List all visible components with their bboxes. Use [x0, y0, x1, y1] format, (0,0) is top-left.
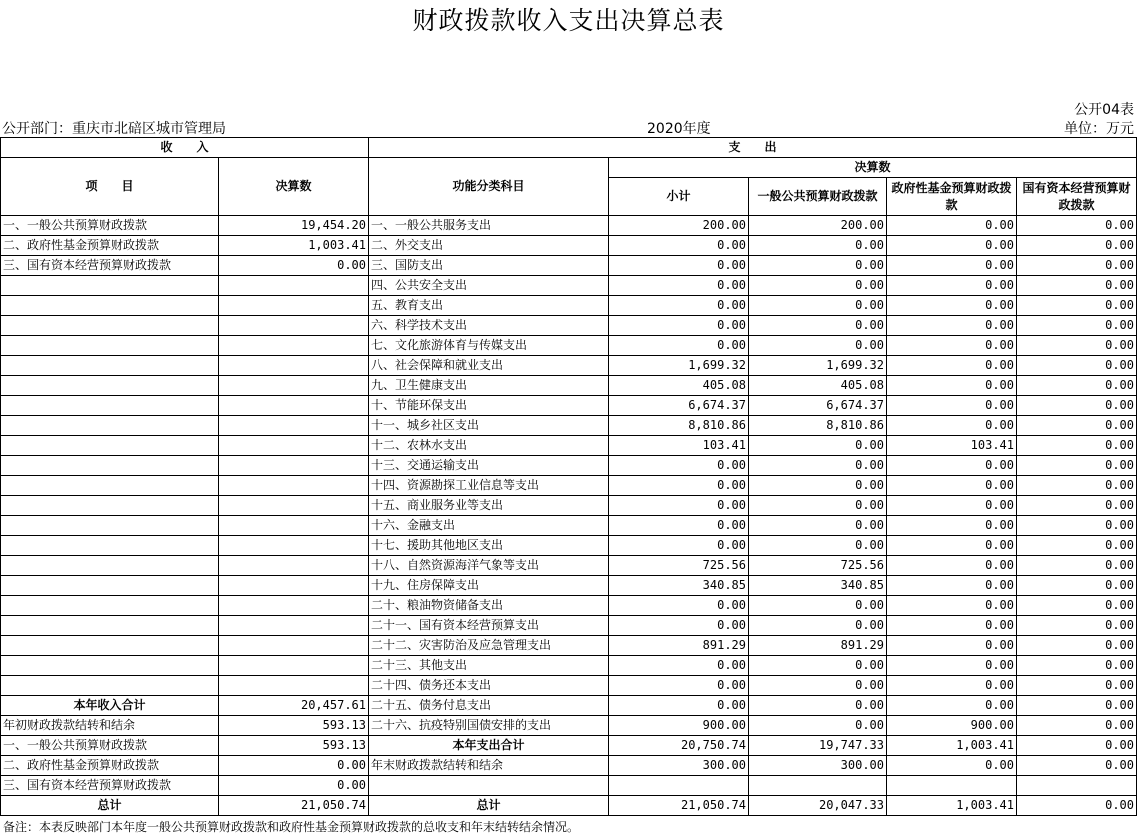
expense-item: 年末财政拨款结转和结余: [369, 756, 609, 776]
general-budget-value: 19,747.33: [749, 736, 887, 756]
subtotal-value: 0.00: [609, 696, 749, 716]
expense-item: 二十六、抗疫特别国债安排的支出: [369, 716, 609, 736]
income-amount: 1,003.41: [219, 236, 369, 256]
income-amount: 20,457.61: [219, 696, 369, 716]
general-budget-value: 0.00: [749, 476, 887, 496]
general-budget-value: 0.00: [749, 436, 887, 456]
gov-fund-value: [887, 776, 1017, 796]
table-row: [1, 676, 1137, 696]
state-capital-value: 0.00: [1017, 336, 1137, 356]
table-row: [1, 536, 1137, 556]
state-capital-value: 0.00: [1017, 556, 1137, 576]
income-item: 年初财政拨款结转和结余: [1, 716, 219, 736]
expense-item: 二十三、其他支出: [369, 656, 609, 676]
department-label: 公开部门：重庆市北碚区城市管理局: [2, 121, 226, 137]
expense-item: 十、节能环保支出: [369, 396, 609, 416]
table-row: [1, 716, 1137, 736]
income-amount: 593.13: [219, 716, 369, 736]
gov-fund-header: 政府性基金预算财政拨款: [887, 178, 1017, 216]
budget-table: [0, 137, 1137, 816]
subtotal-value: 8,810.86: [609, 416, 749, 436]
income-amount: [219, 336, 369, 356]
general-budget-value: 200.00: [749, 216, 887, 236]
income-amount: [219, 356, 369, 376]
gov-fund-value: 0.00: [887, 596, 1017, 616]
gov-fund-value: 0.00: [887, 376, 1017, 396]
expense-header: 支 出: [369, 138, 1137, 158]
state-capital-value: 0.00: [1017, 736, 1137, 756]
income-amount: [219, 476, 369, 496]
subtotal-value: 0.00: [609, 236, 749, 256]
expense-item: 十一、城乡社区支出: [369, 416, 609, 436]
footnote: 备注：本表反映部门本年度一般公共预算财政拨款和政府性基金预算财政拨款的总收支和年末结转结余情况。: [3, 820, 580, 834]
income-item: [1, 416, 219, 436]
expense-item: 十四、资源勘探工业信息等支出: [369, 476, 609, 496]
general-budget-value: 0.00: [749, 616, 887, 636]
expense-item: 七、文化旅游体育与传媒支出: [369, 336, 609, 356]
gov-fund-value: 0.00: [887, 316, 1017, 336]
expense-item: 一、一般公共服务支出: [369, 216, 609, 236]
subtotal-value: 0.00: [609, 456, 749, 476]
table-row: [1, 356, 1137, 376]
gov-fund-value: 0.00: [887, 756, 1017, 776]
subtotal-value: 103.41: [609, 436, 749, 456]
expense-item: 十六、金融支出: [369, 516, 609, 536]
general-budget-value: 891.29: [749, 636, 887, 656]
state-capital-value: 0.00: [1017, 536, 1137, 556]
general-budget-value: 0.00: [749, 456, 887, 476]
subtotal-value: 725.56: [609, 556, 749, 576]
subtotal-value: 340.85: [609, 576, 749, 596]
income-item: 三、国有资本经营预算财政拨款: [1, 776, 219, 796]
gov-fund-value: 0.00: [887, 536, 1017, 556]
gov-fund-value: 0.00: [887, 676, 1017, 696]
subtotal-value: 0.00: [609, 296, 749, 316]
income-item: [1, 356, 219, 376]
state-capital-value: 0.00: [1017, 416, 1137, 436]
income-amount: [219, 656, 369, 676]
general-budget-value: 1,699.32: [749, 356, 887, 376]
income-item: [1, 376, 219, 396]
table-row: [1, 776, 1137, 796]
general-budget-value: 0.00: [749, 276, 887, 296]
subtotal-value: 20,750.74: [609, 736, 749, 756]
income-item: [1, 316, 219, 336]
state-capital-value: 0.00: [1017, 596, 1137, 616]
income-item: [1, 656, 219, 676]
table-row: [1, 556, 1137, 576]
gov-fund-value: 0.00: [887, 696, 1017, 716]
income-amount: [219, 456, 369, 476]
gov-fund-value: 0.00: [887, 356, 1017, 376]
expense-item: 十三、交通运输支出: [369, 456, 609, 476]
income-item: [1, 596, 219, 616]
table-row: [1, 476, 1137, 496]
state-capital-value: 0.00: [1017, 796, 1137, 816]
expense-item: 二十五、债务付息支出: [369, 696, 609, 716]
table-row: [1, 376, 1137, 396]
income-amount: 593.13: [219, 736, 369, 756]
expense-item: 十二、农林水支出: [369, 436, 609, 456]
subtotal-value: 0.00: [609, 616, 749, 636]
table-row: [1, 756, 1137, 776]
state-capital-value: 0.00: [1017, 696, 1137, 716]
gov-fund-value: 0.00: [887, 416, 1017, 436]
subtotal-value: 21,050.74: [609, 796, 749, 816]
general-budget-value: 8,810.86: [749, 416, 887, 436]
expense-item: 六、科学技术支出: [369, 316, 609, 336]
table-row: [1, 296, 1137, 316]
state-capital-value: 0.00: [1017, 616, 1137, 636]
expense-item: 二十四、债务还本支出: [369, 676, 609, 696]
subtotal-value: 0.00: [609, 476, 749, 496]
state-capital-value: 0.00: [1017, 476, 1137, 496]
table-row: [1, 596, 1137, 616]
table-row: [1, 736, 1137, 756]
income-amount: [219, 496, 369, 516]
table-row: [1, 396, 1137, 416]
item-header: 项 目: [1, 158, 219, 216]
gov-fund-value: 0.00: [887, 516, 1017, 536]
income-amount: [219, 316, 369, 336]
form-number: 公开04表: [1074, 102, 1134, 118]
subtotal-value: 0.00: [609, 516, 749, 536]
income-item: [1, 576, 219, 596]
state-capital-value: 0.00: [1017, 376, 1137, 396]
table-row: [1, 696, 1137, 716]
state-capital-value: 0.00: [1017, 576, 1137, 596]
expense-item: 四、公共安全支出: [369, 276, 609, 296]
subtotal-value: 0.00: [609, 596, 749, 616]
expense-item: 十九、住房保障支出: [369, 576, 609, 596]
general-budget-value: 0.00: [749, 496, 887, 516]
table-row: [1, 216, 1137, 236]
income-item: 二、政府性基金预算财政拨款: [1, 756, 219, 776]
income-item: [1, 336, 219, 356]
income-item: 三、国有资本经营预算财政拨款: [1, 256, 219, 276]
general-budget-value: 405.08: [749, 376, 887, 396]
income-amount: [219, 396, 369, 416]
gov-fund-value: 1,003.41: [887, 736, 1017, 756]
general-budget-value: 0.00: [749, 676, 887, 696]
state-capital-value: 0.00: [1017, 456, 1137, 476]
state-capital-value: 0.00: [1017, 716, 1137, 736]
income-amount: 19,454.20: [219, 216, 369, 236]
table-row: [1, 576, 1137, 596]
expense-item: 九、卫生健康支出: [369, 376, 609, 396]
general-budget-value: 0.00: [749, 316, 887, 336]
income-amount: [219, 536, 369, 556]
table-row: [1, 436, 1137, 456]
gov-fund-value: 0.00: [887, 576, 1017, 596]
gov-fund-value: 0.00: [887, 616, 1017, 636]
income-item: [1, 676, 219, 696]
income-amount: [219, 376, 369, 396]
gov-fund-value: 0.00: [887, 216, 1017, 236]
gov-fund-value: 900.00: [887, 716, 1017, 736]
general-budget-value: 0.00: [749, 716, 887, 736]
income-item: [1, 456, 219, 476]
general-budget-value: 0.00: [749, 256, 887, 276]
table-row: [1, 276, 1137, 296]
expense-item: 二、外交支出: [369, 236, 609, 256]
subtotal-value: 0.00: [609, 536, 749, 556]
income-amount: [219, 616, 369, 636]
gov-fund-value: 1,003.41: [887, 796, 1017, 816]
income-item: [1, 556, 219, 576]
gov-fund-value: 0.00: [887, 396, 1017, 416]
subtotal-value: 6,674.37: [609, 396, 749, 416]
gov-fund-value: 0.00: [887, 656, 1017, 676]
gov-fund-value: 0.00: [887, 336, 1017, 356]
subtotal-value: [609, 776, 749, 796]
subtotal-value: 1,699.32: [609, 356, 749, 376]
income-amount: 0.00: [219, 776, 369, 796]
income-item: [1, 276, 219, 296]
income-amount: [219, 636, 369, 656]
gov-fund-value: 0.00: [887, 476, 1017, 496]
subtotal-value: 0.00: [609, 276, 749, 296]
subtotal-value: 0.00: [609, 316, 749, 336]
general-budget-value: 725.56: [749, 556, 887, 576]
income-amount: 21,050.74: [219, 796, 369, 816]
table-row: [1, 796, 1137, 816]
income-amount: [219, 676, 369, 696]
table-row: [1, 616, 1137, 636]
table-row: [1, 636, 1137, 656]
general-budget-value: 0.00: [749, 536, 887, 556]
table-row: [1, 316, 1137, 336]
income-amount: [219, 516, 369, 536]
income-item: [1, 296, 219, 316]
state-capital-value: 0.00: [1017, 436, 1137, 456]
fiscal-year: 2020年度: [647, 121, 711, 137]
income-item: [1, 516, 219, 536]
general-budget-value: 0.00: [749, 336, 887, 356]
expense-item: 二十、粮油物资储备支出: [369, 596, 609, 616]
subtotal-value: 891.29: [609, 636, 749, 656]
state-capital-value: [1017, 776, 1137, 796]
income-item: 本年收入合计: [1, 696, 219, 716]
table-row: [1, 416, 1137, 436]
general-budget-value: 0.00: [749, 516, 887, 536]
general-budget-value: 0.00: [749, 656, 887, 676]
income-amount: 0.00: [219, 256, 369, 276]
general-budget-value: 6,674.37: [749, 396, 887, 416]
state-capital-value: 0.00: [1017, 656, 1137, 676]
income-item: [1, 636, 219, 656]
state-capital-value: 0.00: [1017, 276, 1137, 296]
income-header: 收 入: [1, 138, 369, 158]
income-item: [1, 396, 219, 416]
income-item: [1, 476, 219, 496]
expense-item: 本年支出合计: [369, 736, 609, 756]
state-capital-value: 0.00: [1017, 236, 1137, 256]
table-row: [1, 496, 1137, 516]
income-item: 一、一般公共预算财政拨款: [1, 736, 219, 756]
state-capital-value: 0.00: [1017, 756, 1137, 776]
expense-item: 二十二、灾害防治及应急管理支出: [369, 636, 609, 656]
gov-fund-value: 0.00: [887, 276, 1017, 296]
state-capital-value: 0.00: [1017, 396, 1137, 416]
general-budget-value: 0.00: [749, 596, 887, 616]
expense-item: 八、社会保障和就业支出: [369, 356, 609, 376]
gov-fund-value: 0.00: [887, 256, 1017, 276]
income-item: [1, 436, 219, 456]
expense-item: 十八、自然资源海洋气象等支出: [369, 556, 609, 576]
income-amount: [219, 596, 369, 616]
income-amount: [219, 576, 369, 596]
general-budget-value: 0.00: [749, 296, 887, 316]
income-item: [1, 496, 219, 516]
subtotal-value: 300.00: [609, 756, 749, 776]
expense-item: 总计: [369, 796, 609, 816]
gov-fund-value: 0.00: [887, 456, 1017, 476]
table-row: [1, 516, 1137, 536]
subtotal-value: 405.08: [609, 376, 749, 396]
general-budget-header: 一般公共预算财政拨款: [749, 178, 887, 216]
income-amount: [219, 416, 369, 436]
income-amount: [219, 296, 369, 316]
general-budget-value: 0.00: [749, 696, 887, 716]
table-row: [1, 256, 1137, 276]
income-amount: [219, 556, 369, 576]
state-capital-header: 国有资本经营预算财政拨款: [1017, 178, 1137, 216]
subtotal-header: 小计: [609, 178, 749, 216]
general-budget-value: [749, 776, 887, 796]
general-budget-value: 340.85: [749, 576, 887, 596]
amount-header: 决算数: [219, 158, 369, 216]
subtotal-value: 200.00: [609, 216, 749, 236]
subtotal-value: 0.00: [609, 256, 749, 276]
budget-group-header: 决算数: [609, 158, 1137, 178]
expense-item: 三、国防支出: [369, 256, 609, 276]
gov-fund-value: 103.41: [887, 436, 1017, 456]
gov-fund-value: 0.00: [887, 296, 1017, 316]
expense-item: 二十一、国有资本经营预算支出: [369, 616, 609, 636]
income-amount: [219, 276, 369, 296]
state-capital-value: 0.00: [1017, 356, 1137, 376]
subtotal-value: 900.00: [609, 716, 749, 736]
table-row: [1, 656, 1137, 676]
general-budget-value: 300.00: [749, 756, 887, 776]
income-item: [1, 536, 219, 556]
income-item: 总计: [1, 796, 219, 816]
gov-fund-value: 0.00: [887, 636, 1017, 656]
subtotal-value: 0.00: [609, 496, 749, 516]
general-budget-value: 0.00: [749, 236, 887, 256]
state-capital-value: 0.00: [1017, 496, 1137, 516]
table-row: [1, 336, 1137, 356]
page-title: 财政拨款收入支出决算总表: [412, 6, 725, 35]
income-item: 一、一般公共预算财政拨款: [1, 216, 219, 236]
subtotal-value: 0.00: [609, 336, 749, 356]
income-amount: [219, 436, 369, 456]
subtotal-value: 0.00: [609, 676, 749, 696]
state-capital-value: 0.00: [1017, 296, 1137, 316]
general-budget-value: 20,047.33: [749, 796, 887, 816]
gov-fund-value: 0.00: [887, 496, 1017, 516]
gov-fund-value: 0.00: [887, 556, 1017, 576]
gov-fund-value: 0.00: [887, 236, 1017, 256]
table-row: [1, 236, 1137, 256]
expense-item: 十七、援助其他地区支出: [369, 536, 609, 556]
subtotal-value: 0.00: [609, 656, 749, 676]
state-capital-value: 0.00: [1017, 216, 1137, 236]
unit-label: 单位：万元: [1064, 121, 1134, 137]
state-capital-value: 0.00: [1017, 676, 1137, 696]
income-amount: 0.00: [219, 756, 369, 776]
func-category-header: 功能分类科目: [369, 158, 609, 216]
table-row: [1, 456, 1137, 476]
expense-item: 十五、商业服务业等支出: [369, 496, 609, 516]
state-capital-value: 0.00: [1017, 256, 1137, 276]
state-capital-value: 0.00: [1017, 636, 1137, 656]
income-item: [1, 616, 219, 636]
income-item: 二、政府性基金预算财政拨款: [1, 236, 219, 256]
expense-item: [369, 776, 609, 796]
expense-item: 五、教育支出: [369, 296, 609, 316]
state-capital-value: 0.00: [1017, 516, 1137, 536]
state-capital-value: 0.00: [1017, 316, 1137, 336]
